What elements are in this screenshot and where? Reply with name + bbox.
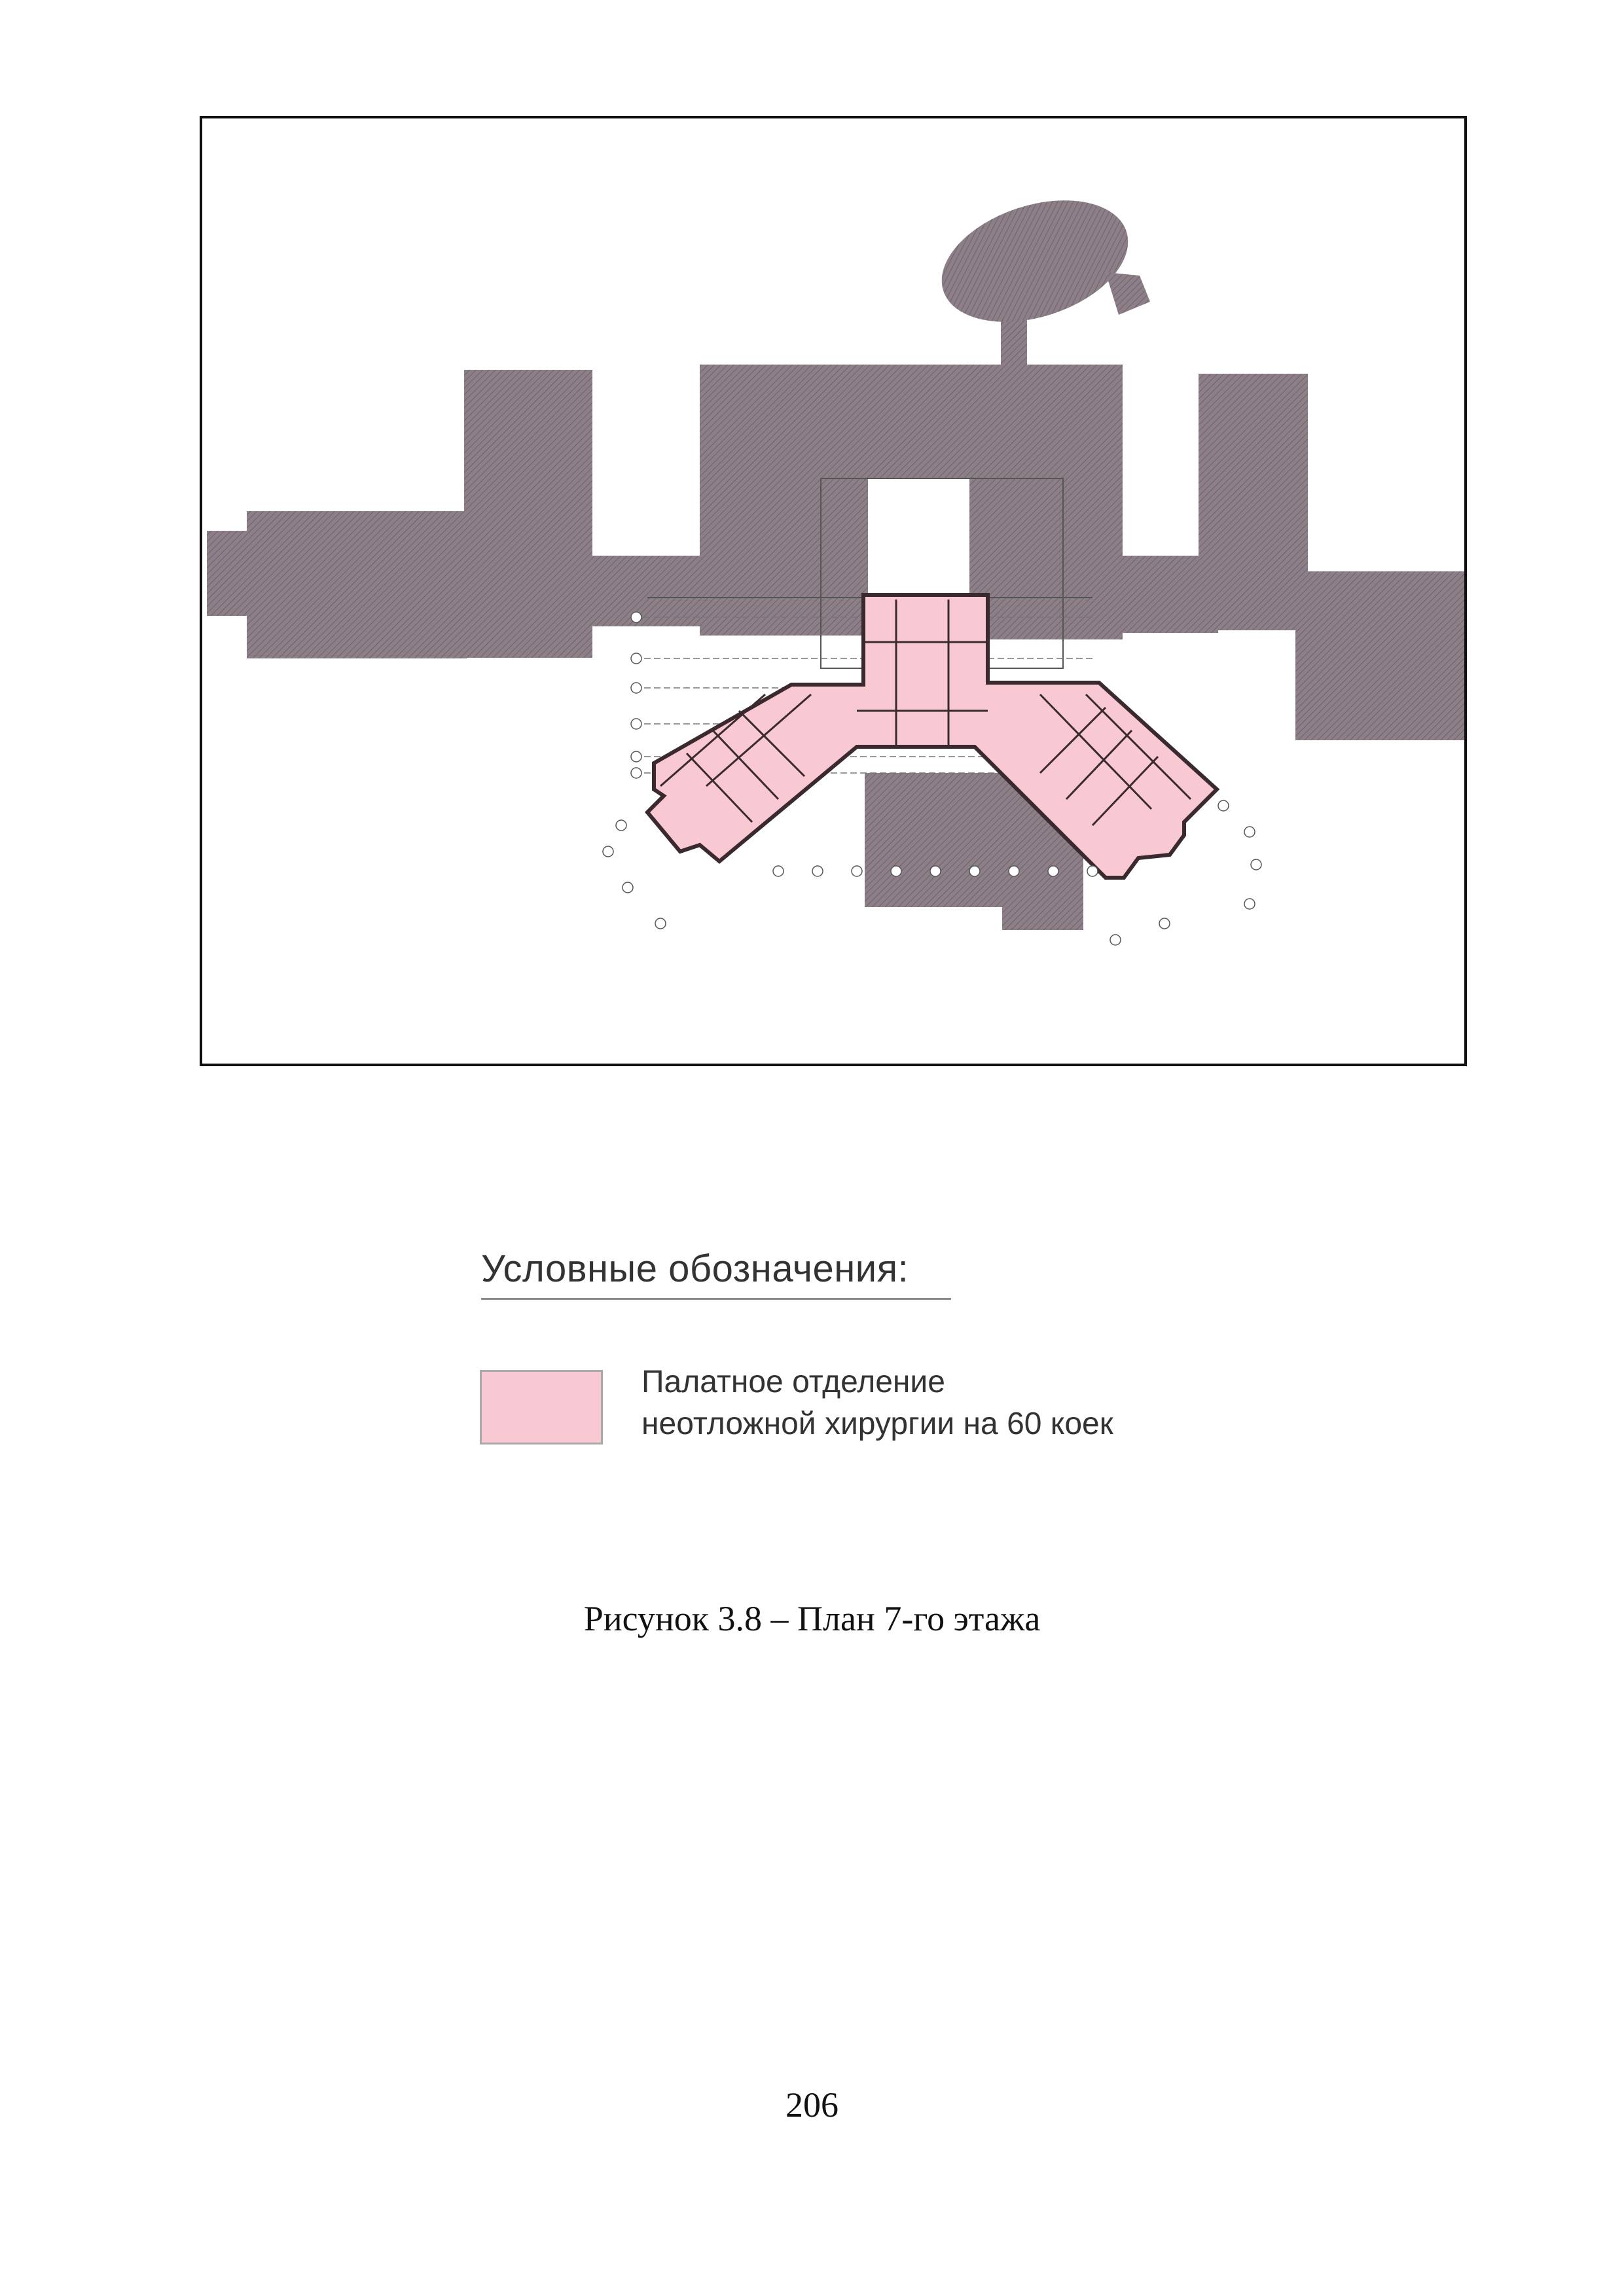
legend-swatch-ward [480, 1370, 603, 1444]
legend-title-underline [481, 1298, 951, 1300]
legend-label-ward [641, 1361, 1231, 1445]
legend-label-line1: Палатное отделение [641, 1365, 945, 1399]
floor-plan-drawing [202, 118, 1464, 1064]
legend-label-line2: неотложной хирургии на 60 коек [641, 1407, 1113, 1441]
page-number: 206 [785, 2085, 839, 2125]
existing-building [207, 179, 1464, 930]
legend-title: Условные обозначения: [481, 1247, 909, 1290]
figure-caption: Рисунок 3.8 – План 7-го этажа [583, 1599, 1041, 1638]
figure-frame [200, 116, 1467, 1066]
